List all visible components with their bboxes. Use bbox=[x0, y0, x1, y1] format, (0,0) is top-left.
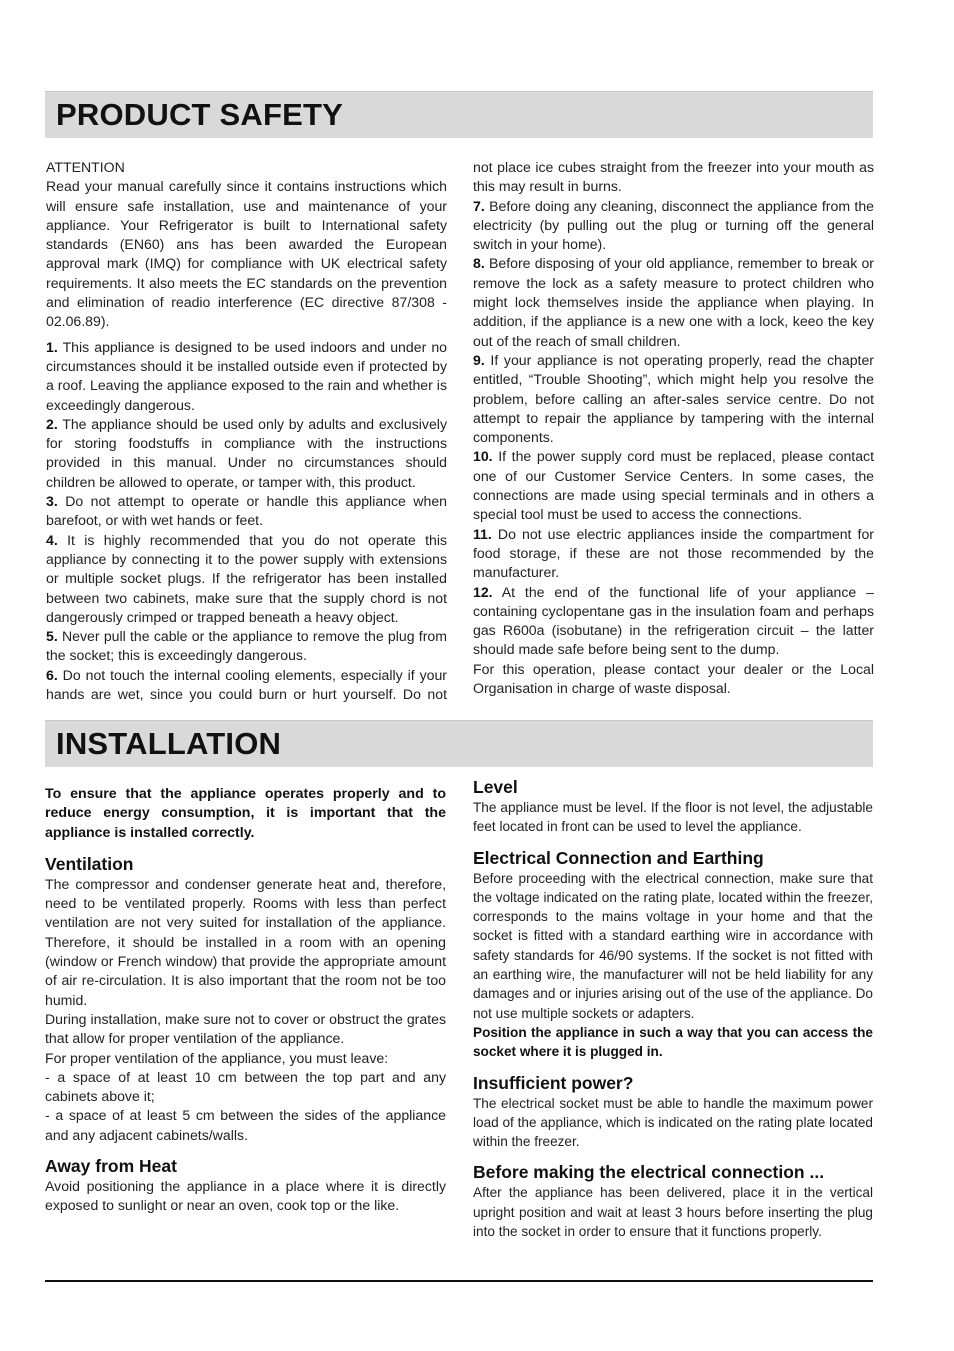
level-heading: Level bbox=[473, 777, 518, 797]
away-from-heat-heading: Away from Heat bbox=[45, 1156, 177, 1177]
electrical-heading: Electrical Connection and Earthing bbox=[473, 847, 764, 868]
safety-item: 10. If the power supply cord must be replaced, please contact one of our Customer Service Centers. In some cases, the connections are made using special terminals and in others a special tool must be used to access the connections. bbox=[473, 448, 874, 523]
insufficient-power-heading: Insufficient power? bbox=[473, 1072, 634, 1093]
safety-item: 1. This appliance is designed to be used indoors and under no circumstances should it be installed outside even if protected by a roof. Leaving the appliance exposed to the rain and whether is exceedingly dangerous. bbox=[46, 338, 447, 413]
installation-left-column bbox=[45, 785, 446, 1216]
safety-item-continued: not place ice cubes straight from the freezer into your mouth as this may result in burns. bbox=[473, 159, 874, 195]
ventilation-paragraph: For proper ventilation of the appliance, you must leave: bbox=[45, 1049, 389, 1066]
safety-right-column bbox=[473, 158, 874, 698]
ventilation-section bbox=[45, 853, 446, 1145]
installation-title: INSTALLATION bbox=[56, 726, 282, 761]
installation-lead: To ensure that the appliance operates properly and to reduce energy consumption, it is important that the appliance is installed correctly. bbox=[45, 786, 446, 841]
level-section bbox=[473, 776, 873, 837]
product-safety-title: PRODUCT SAFETY bbox=[56, 97, 343, 132]
safety-left-column bbox=[46, 158, 447, 704]
away-from-heat-paragraph: Avoid positioning the appliance in a place where it is directly exposed to sunlight or near an oven, cook top or the like. bbox=[45, 1178, 446, 1214]
electrical-paragraph: Before proceeding with the electrical connection, make sure that the voltage indicated on the rating plate, located within the freezer, corresponds to the mains voltage in your home and that the socket is fitted with a standard earthing wire in accordance with safety standards for 46/90 systems. If the socket is not fitted with an earthing wire, the manufacturer will not be held liability for any damages and or injuries arising out of the use of the appliance. Do not use multiple sockets or adapters. bbox=[473, 870, 873, 1021]
safety-item: 11. Do not use electric appliances inside the compartment for food storage, if these are not those recommended by the manufacturer. bbox=[473, 525, 874, 581]
installation-right-column bbox=[473, 776, 873, 1241]
safety-item: 2. The appliance should be used only by adults and exclusively for storing foodstuffs in compliance with the instructions provided in this manual. Under no circumstances should children be allowed to operate, or tamper with, this product. bbox=[46, 415, 447, 490]
attention-label: ATTENTION bbox=[46, 159, 125, 175]
installation-banner bbox=[45, 720, 873, 767]
electrical-note: Position the appliance in such a way that you can access the socket where it is plugged in. bbox=[473, 1024, 873, 1060]
ventilation-paragraph: - a space of at least 5 cm between the sides of the appliance and any adjacent cabinets/walls. bbox=[45, 1107, 446, 1143]
safety-item: 7. Before doing any cleaning, disconnect the appliance from the electricity (by pulling out the plug or turning off the general switch in your home). bbox=[473, 197, 874, 253]
ventilation-paragraph: The compressor and condenser generate heat and, therefore, need to be ventilated properly. Rooms with less than perfect ventilation are not very suited for installation of the appliance. Therefore, it should be installed in a room with an opening (window or French window) that provide the appropriate amount of air re-circulation. It is also important that the room not be too humid. bbox=[45, 875, 446, 1008]
safety-closing: For this operation, please contact your dealer or the Local Organisation in charge of waste disposal. bbox=[473, 660, 874, 697]
safety-item: 12. At the end of the functional life of your appliance – containing cyclopentane gas in the insulation foam and perhaps gas R600a (isobutane) in the refrigeration circuit – the latter should made safe before being sent to the dump. bbox=[473, 583, 874, 658]
before-connection-section bbox=[473, 1161, 873, 1241]
insufficient-power-section bbox=[473, 1072, 873, 1152]
safety-intro: Read your manual carefully since it contains instructions which will ensure safe installation, use and maintenance of your appliance. Your Refrigerator is built to International safety standards (EN60) ans has been awarded the European approval mark (IMQ) for compliance with UK electrical safety requirements. It also meets the EC standards on the prevention and elimination of readio interference (EC directive 87/308 - 02.06.89). bbox=[46, 178, 447, 330]
safety-item: 9. If your appliance is not operating properly, read the chapter entitled, “Trouble Shooting”, which might help you resolve the problem, before calling an after-sales service centre. Do not attempt to repair the appliance by tampering with the internal components. bbox=[473, 351, 874, 446]
before-connection-paragraph: After the appliance has been delivered, place it in the vertical upright position and wait at least 3 hours before inserting the plug into the socket in order to ensure that it functions properly. bbox=[473, 1185, 873, 1240]
ventilation-paragraph: During installation, make sure not to cover or obstruct the grates that allow for proper ventilation of the appliance. bbox=[45, 1010, 446, 1047]
electrical-section bbox=[473, 847, 873, 1062]
safety-item: 4. It is highly recommended that you do not operate this appliance by connecting it to the power supply with extensions or multiple socket plugs. If the refrigerator has been installed between two cabinets, make sure that the supply chord is not dangerously crimped or trapped beneath a heavy object. bbox=[46, 531, 447, 625]
safety-item: 8. Before disposing of your old appliance, remember to break or remove the lock as a safety measure to protect children who might lock themselves inside the appliance when playing. In addition, if the appliance is a new one with a lock, keeo the key out of the reach of small children. bbox=[473, 255, 874, 349]
safety-item: 5. Never pull the cable or the appliance to remove the plug from the socket; this is exceedingly dangerous. bbox=[46, 628, 447, 664]
footer-rule bbox=[45, 1280, 873, 1282]
ventilation-paragraph: - a space of at least 10 cm between the top part and any cabinets above it; bbox=[45, 1068, 446, 1105]
away-from-heat-section bbox=[45, 1155, 446, 1216]
before-connection-heading: Before making the electrical connection ... bbox=[473, 1162, 825, 1183]
product-safety-banner bbox=[45, 91, 873, 138]
level-paragraph: The appliance must be level. If the floor is not level, the adjustable feet located in front can be used to level the appliance. bbox=[473, 800, 873, 835]
safety-item: 3. Do not attempt to operate or handle this appliance when barefoot, or with wet hands or feet. bbox=[46, 493, 447, 529]
safety-item: 6. Do not touch the internal cooling elements, especially if your hands are wet, since you could burn or hurt yourself. Do not bbox=[46, 666, 447, 703]
ventilation-heading: Ventilation bbox=[45, 853, 134, 874]
insufficient-power-paragraph: The electrical socket must be able to handle the maximum power load of the appliance, which is indicated on the rating plate located within the freezer. bbox=[473, 1095, 873, 1150]
